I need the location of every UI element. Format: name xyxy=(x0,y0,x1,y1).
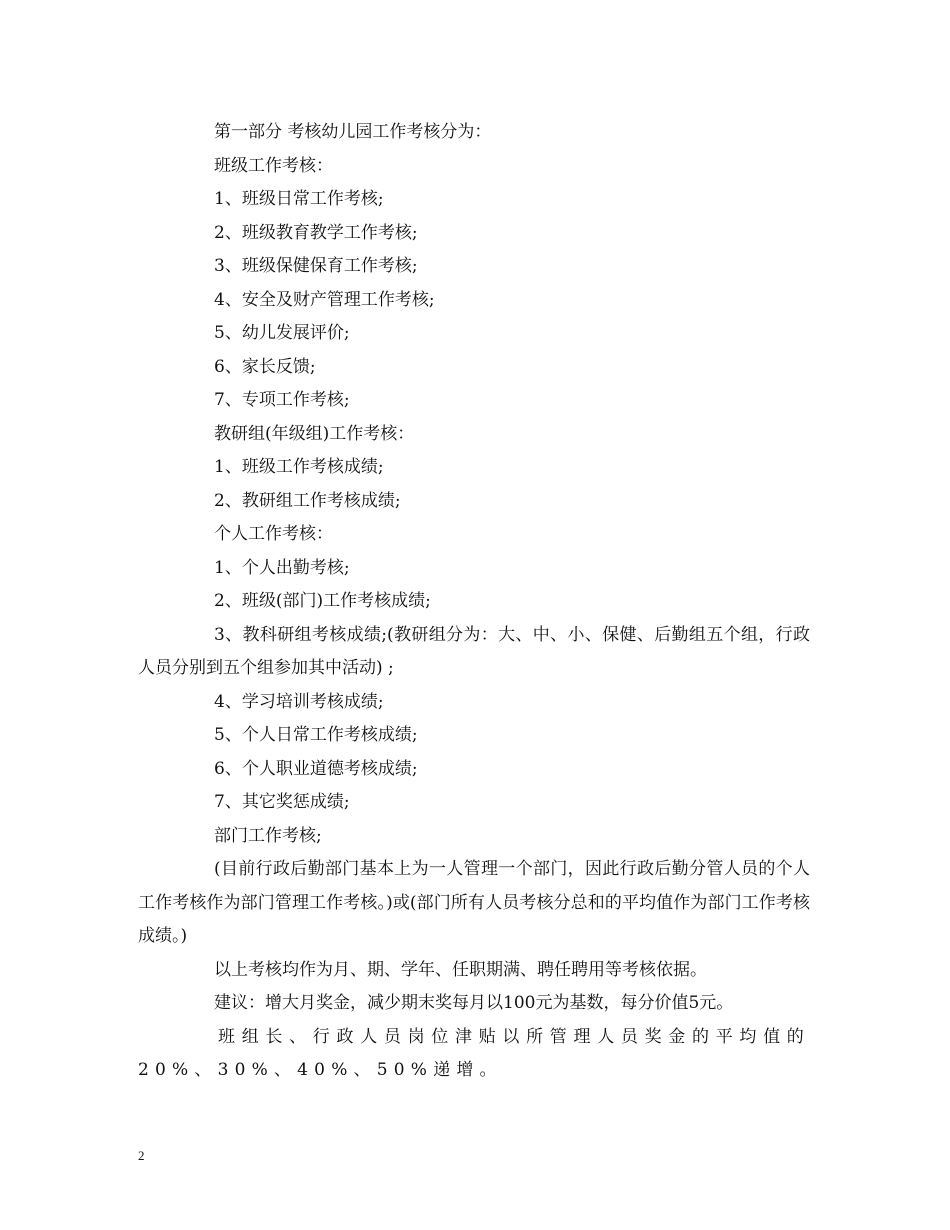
document-body xyxy=(138,116,810,1088)
list-item: 5、幼儿发展评价; xyxy=(214,323,350,343)
list-item: 4、学习培训考核成绩; xyxy=(214,691,384,712)
assessment-basis-line: 以上考核均作为月、期、学年、任职期满、聘任聘用等考核依据。 xyxy=(214,959,707,980)
list-item: 6、家长反馈; xyxy=(214,356,316,377)
list-item: 3、班级保健保育工作考核; xyxy=(214,256,418,276)
list-item: 2、教研组工作考核成绩; xyxy=(214,490,401,511)
personal-assessment-heading: 个人工作考核： xyxy=(214,524,333,544)
section-heading: 第一部分 考核幼儿园工作考核分为： xyxy=(214,122,492,142)
research-group-paragraph: 3、教科研组考核成绩;(教研组分为：大、中、小、保健、后勤组五个组，行政人员分别到五个组参加其中活动) ; xyxy=(138,624,810,678)
department-assessment-heading: 部门工作考核; xyxy=(214,825,322,846)
department-paragraph: (目前行政后勤部门基本上为一人管理一个部门，因此行政后勤分管人员的个人工作考核作为部门管理工作考核。)或(部门所有人员考核分总和的平均值作为部门工作考核成绩。) xyxy=(138,859,810,946)
list-item: 4、安全及财产管理工作考核; xyxy=(214,289,435,310)
list-item: 1、个人出勤考核; xyxy=(214,557,350,578)
page-number: 2 xyxy=(138,1148,145,1163)
suggestion-line: 建议：增大月奖金，减少期末奖每月以100元为基数，每分价值5元。 xyxy=(214,993,734,1013)
list-item: 1、班级工作考核成绩; xyxy=(214,457,384,477)
list-item: 7、专项工作考核; xyxy=(214,390,350,410)
list-item: 7、其它奖惩成绩; xyxy=(214,792,350,812)
research-group-heading: 教研组(年级组)工作考核： xyxy=(214,423,415,444)
list-item: 6、个人职业道德考核成绩; xyxy=(214,758,418,779)
allowance-paragraph: 班组长、行政人员岗位津贴以所管理人员奖金的平均值的20%、30%、40%、50%递增。 xyxy=(138,1026,810,1080)
list-item: 5、个人日常工作考核成绩; xyxy=(214,725,418,745)
list-item: 1、班级日常工作考核; xyxy=(214,189,384,209)
list-item: 2、班级(部门)工作考核成绩; xyxy=(214,591,431,611)
class-assessment-heading: 班级工作考核： xyxy=(214,155,333,176)
list-item: 2、班级教育教学工作考核; xyxy=(214,222,418,243)
